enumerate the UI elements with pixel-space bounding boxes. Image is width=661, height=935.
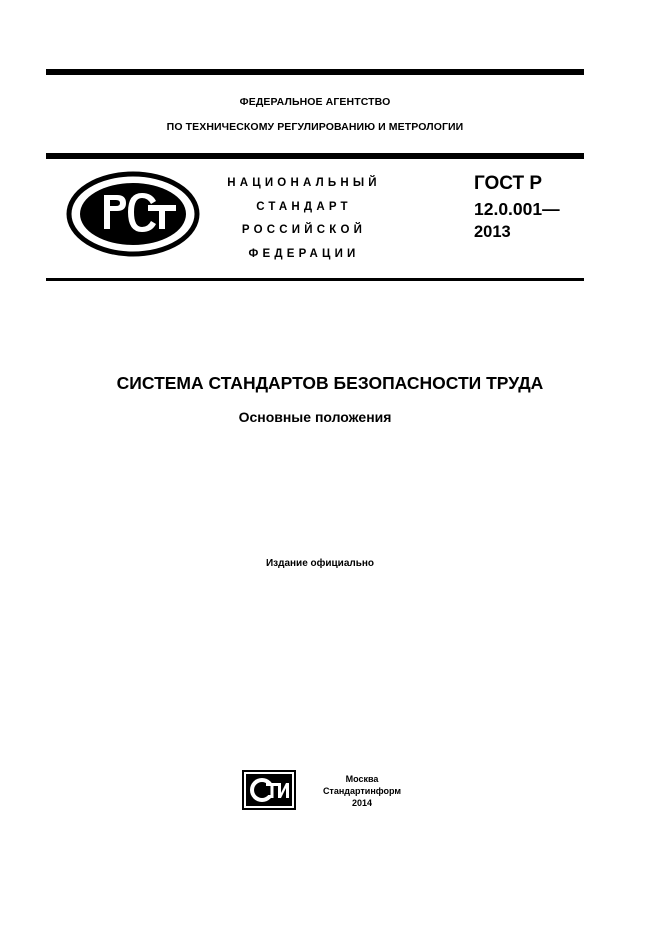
standartinform-logo-icon <box>242 770 296 810</box>
edition-note: Издание официально <box>265 558 375 569</box>
document-title: СИСТЕМА СТАНДАРТОВ БЕЗОПАСНОСТИ ТРУДА <box>116 373 544 393</box>
standard-code <box>474 171 560 243</box>
publisher-year: 2014 <box>351 798 373 808</box>
top-rule <box>46 69 584 75</box>
gost-r-certification-logo-icon <box>66 171 200 257</box>
agency-name-line-1: ФЕДЕРАЛЬНОЕ АГЕНТСТВО <box>239 96 391 108</box>
standard-type-label <box>216 172 392 266</box>
standard-type-line-4: ФЕДЕРАЦИИ <box>248 247 360 260</box>
standard-type-line-3: РОССИЙСКОЙ <box>241 224 367 236</box>
agency-name-line-2: ПО ТЕХНИЧЕСКОМУ РЕГУЛИРОВАНИЮ И МЕТРОЛОГИИ <box>166 121 464 133</box>
publisher-city: Москва <box>345 774 379 784</box>
middle-rule <box>46 153 584 159</box>
standard-code-year: 2013 <box>474 223 511 241</box>
standard-type-line-1: НАЦИОНАЛЬНЫЙ <box>227 177 381 189</box>
bottom-rule <box>46 278 584 281</box>
standard-type-line-2: СТАНДАРТ <box>256 200 352 213</box>
publisher-name: Стандартинформ <box>322 786 402 796</box>
publisher-block <box>306 773 418 809</box>
document-subtitle: Основные положения <box>238 409 392 425</box>
standard-code-prefix: ГОСТ Р <box>474 173 543 194</box>
standard-code-number: 12.0.001— <box>474 199 560 219</box>
